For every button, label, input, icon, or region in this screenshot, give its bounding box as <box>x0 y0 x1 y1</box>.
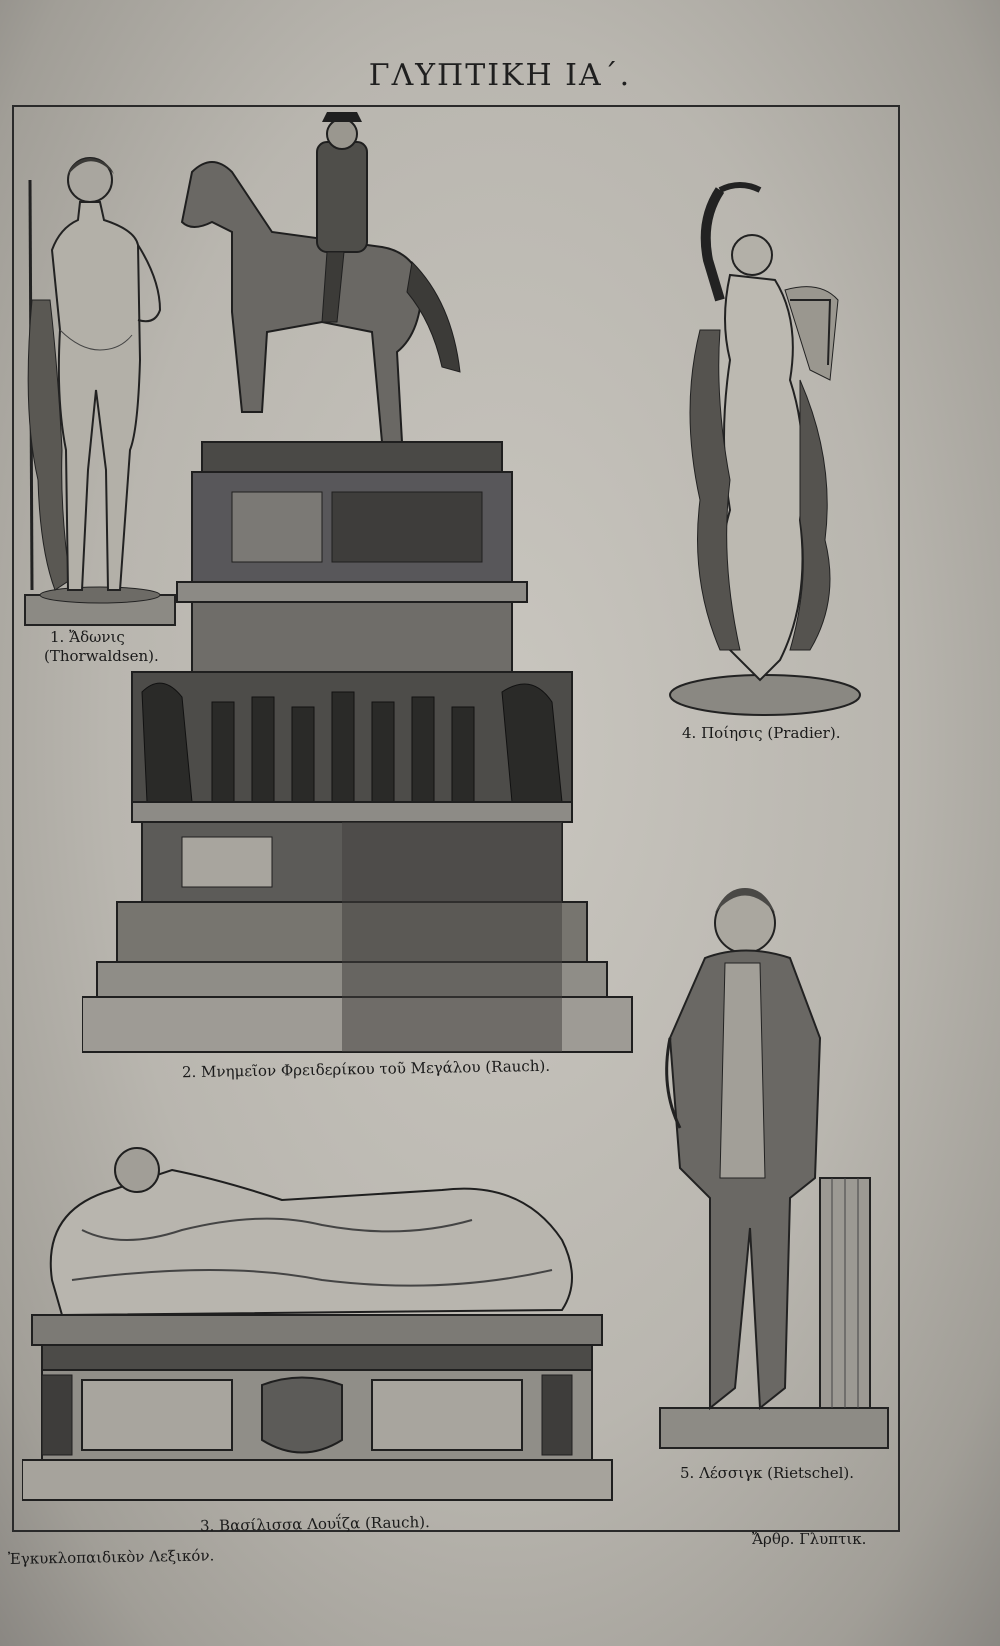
figure-1-artist: (Thorwaldsen). <box>44 647 159 665</box>
page-title: ΓΛΥΠΤΙΚΗ ΙΑ΄. <box>368 58 632 93</box>
figure-5-lessing-statue <box>650 868 895 1458</box>
footer-article-reference: Ἄρθρ. Γλυπτικ. <box>752 1530 867 1548</box>
figure-1-title: 1. Ἄδωνις <box>50 628 125 646</box>
footer-publication: Ἐγκυκλοπαιδικὸν Λεξικόν. <box>7 1546 215 1568</box>
figure-2-frederick-monument <box>82 112 638 1060</box>
figure-4-poetry-statue <box>660 180 870 720</box>
figure-3-queen-louise-tomb <box>22 1130 622 1510</box>
figure-3-caption: 3. Βασίλισσα Λουΐζα (Rauch). <box>199 1512 430 1536</box>
figure-4-caption: 4. Ποίησις (Pradier). <box>682 724 841 742</box>
figure-2-caption: 2. Μνημεῖον Φρειδερίκου τοῦ Μεγάλου (Rauch). <box>181 1056 551 1082</box>
figure-5-caption: 5. Λέσσιγκ (Rietschel). <box>680 1464 855 1482</box>
